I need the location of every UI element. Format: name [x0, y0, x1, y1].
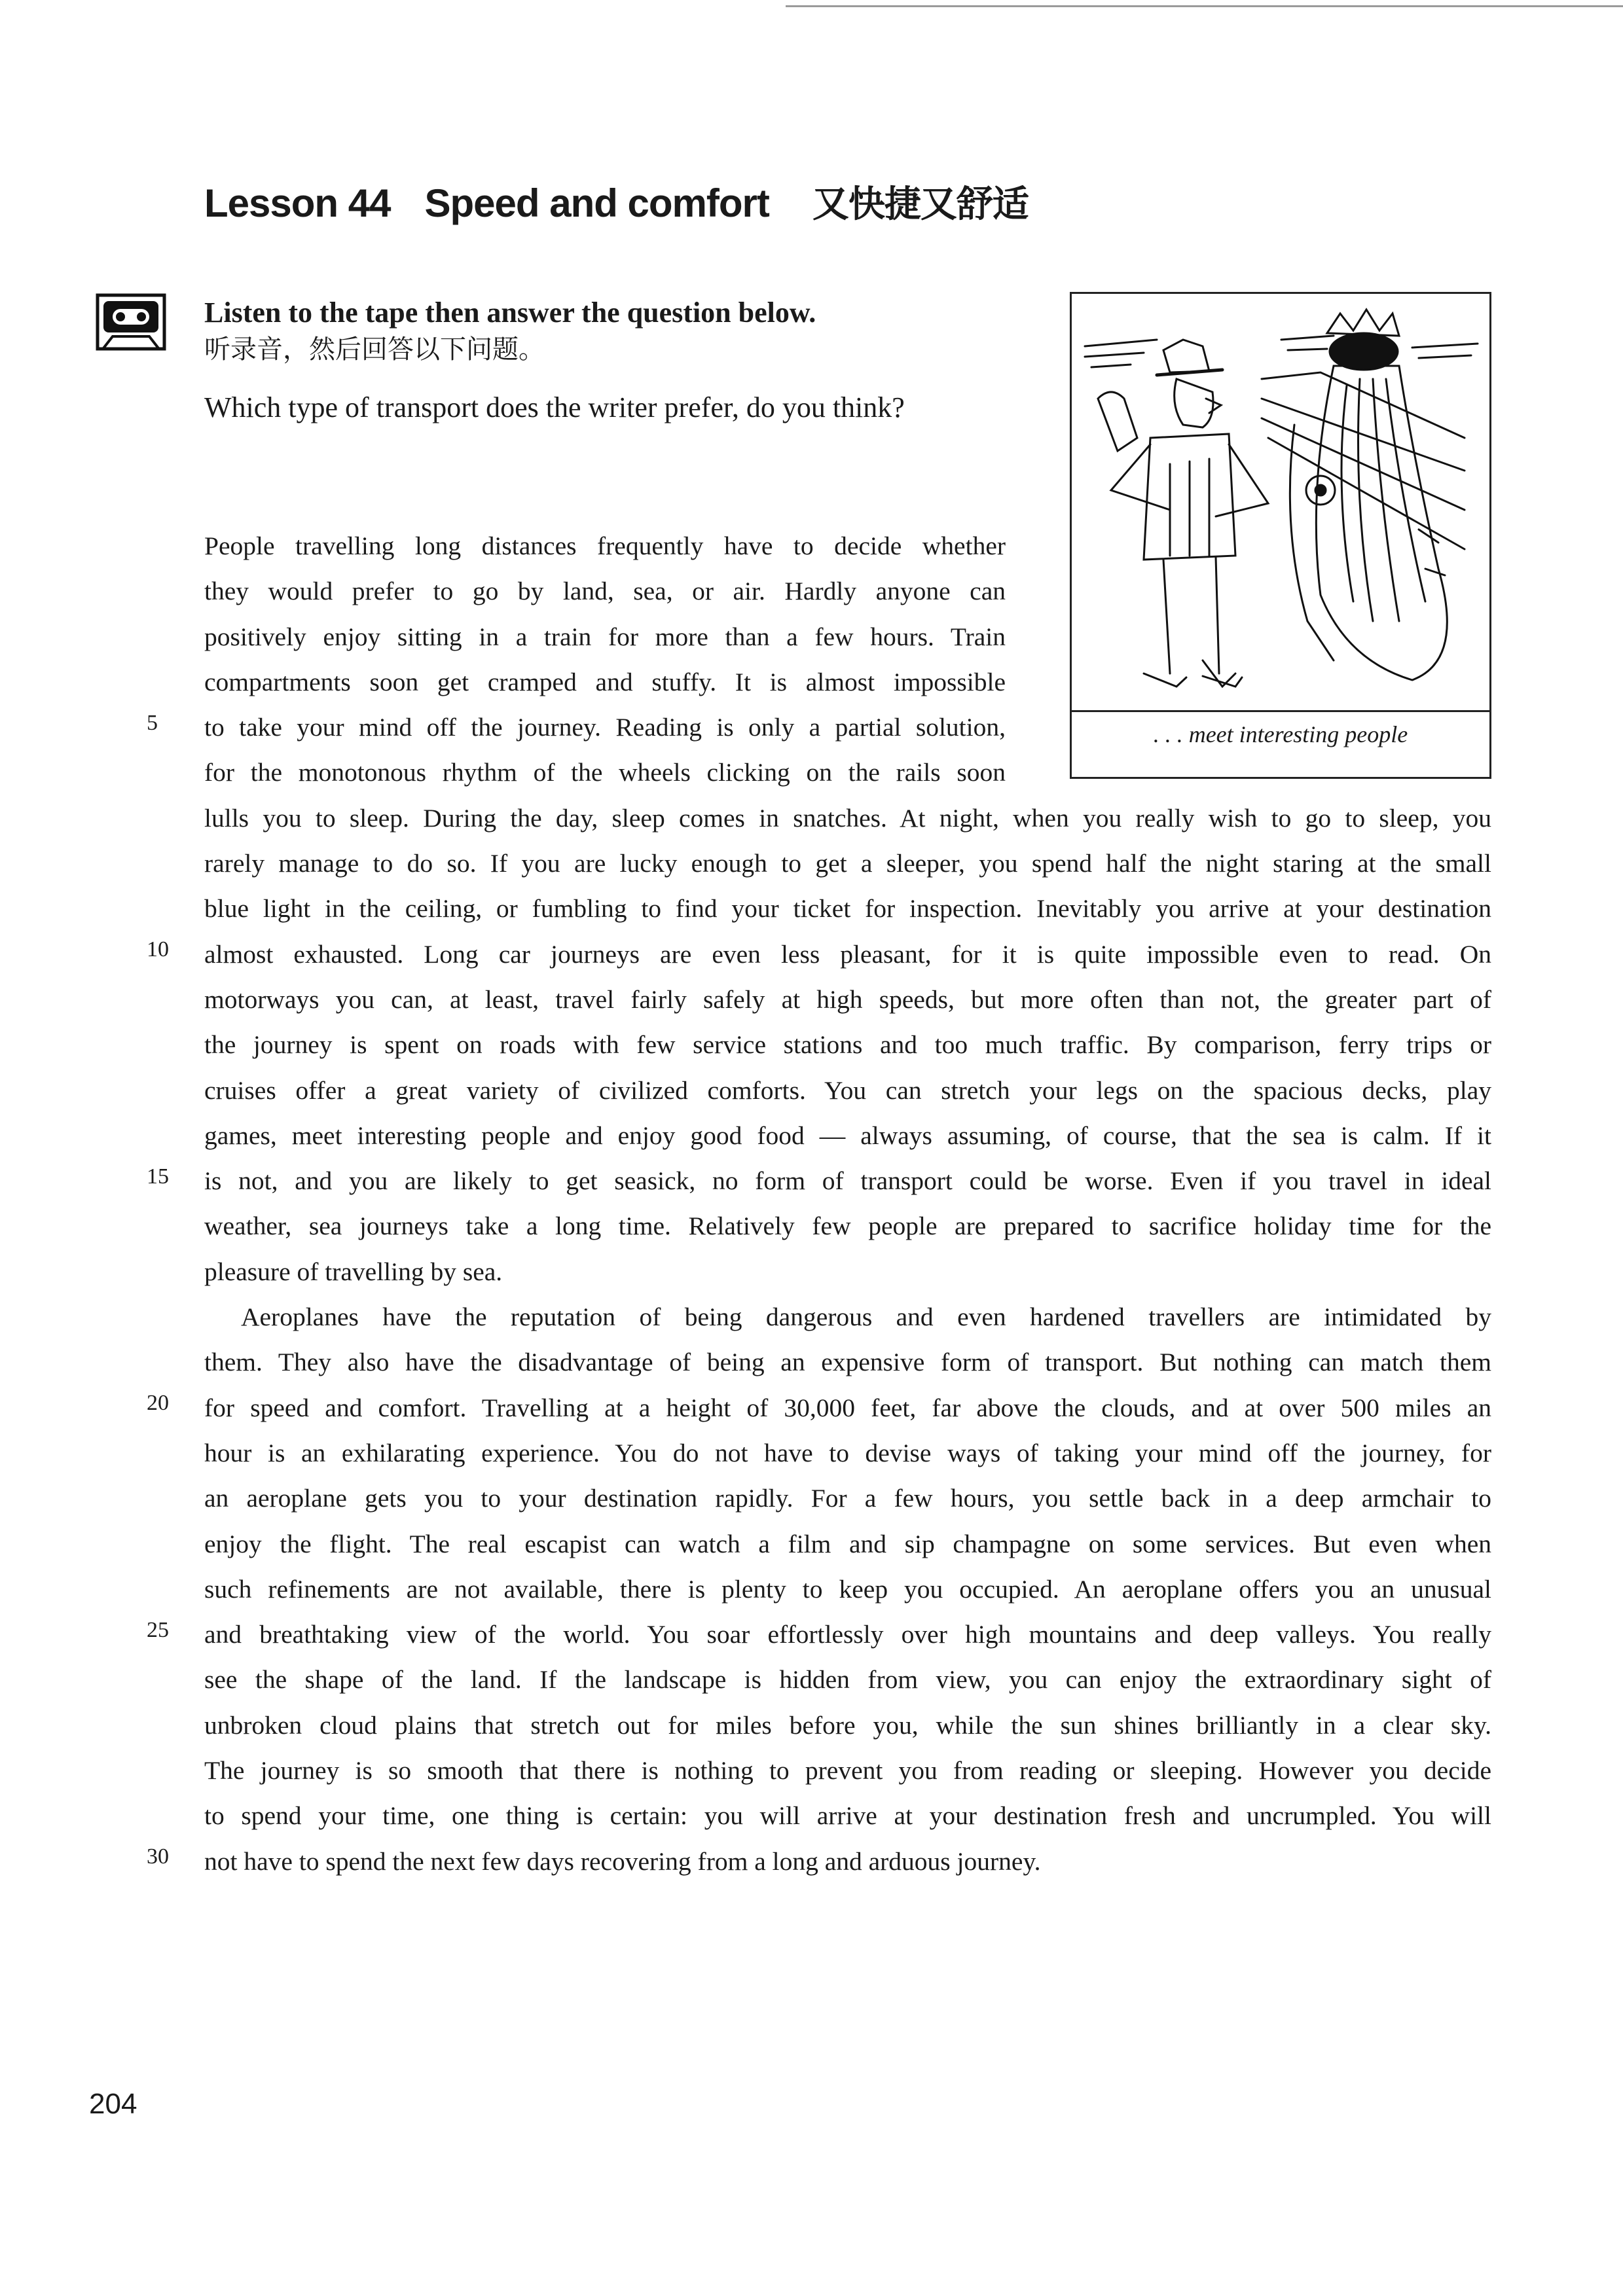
- line-number: 5: [147, 711, 158, 735]
- lesson-title-en: Speed and comfort: [424, 181, 769, 225]
- lesson-title-zh: 又快捷又舒适: [812, 183, 1029, 226]
- passage-line: for speed and comfort. Travelling at a height of 30,000 feet, far above the clouds, and at over 500 miles an: [204, 1393, 1491, 1422]
- top-rule: [786, 5, 1623, 7]
- passage-line: they would prefer to go by land, sea, or air. Hardly anyone can: [204, 577, 1006, 606]
- passage-line: the journey is spent on roads with few service stations and too much traffic. By comparison, ferry trips or: [204, 1030, 1491, 1060]
- cassette-tape-icon: [96, 293, 166, 351]
- passage-line: People travelling long distances frequently have to decide whether: [204, 531, 1006, 560]
- instruction-block: [204, 296, 816, 367]
- passage-line: for the monotonous rhythm of the wheels clicking on the rails soon: [204, 758, 1006, 787]
- passage-line: enjoy the flight. The real escapist can watch a film and sip champagne on some services. But even when: [204, 1529, 1491, 1558]
- passage-line: rarely manage to do so. If you are lucky enough to get a sleeper, you spend half the night staring at the small: [204, 849, 1491, 878]
- passage-line: weather, sea journeys take a long time. Relatively few people are prepared to sacrifice holiday time for the: [204, 1211, 1491, 1241]
- passage-line: such refinements are not available, there is plenty to keep you occupied. An aeroplane offers you an unusual: [204, 1574, 1491, 1604]
- line-number: 10: [147, 937, 169, 961]
- passage-line: games, meet interesting people and enjoy good food — always assuming, of course, that the sea is calm. If it: [204, 1121, 1491, 1150]
- passage-line: unbroken cloud plains that stretch out for miles before you, while the sun shines brilliantly in a clear sky.: [204, 1710, 1491, 1740]
- passage-line: them. They also have the disadvantage of being an expensive form of transport. But nothing can match them: [204, 1348, 1491, 1377]
- line-number: 15: [147, 1164, 169, 1189]
- passage-line: to spend your time, one thing is certain: you will arrive at your destination fresh and uncrumpled. You will: [204, 1801, 1491, 1831]
- passage-line: see the shape of the land. If the landscape is hidden from view, you can enjoy the extraordinary sight of: [204, 1665, 1491, 1695]
- passage-line: and breathtaking view of the world. You soar effortlessly over high mountains and deep valleys. You really: [204, 1620, 1491, 1649]
- passage-line: almost exhausted. Long car journeys are even less pleasant, for it is quite impossible even to read. On: [204, 939, 1491, 969]
- line-number: 20: [147, 1391, 169, 1415]
- passage-line: blue light in the ceiling, or fumbling to find your ticket for inspection. Inevitably you arrive at your destination: [204, 894, 1491, 924]
- passage-line: motorways you can, at least, travel fairly safely at high speeds, but more often than not, the greater part of: [204, 984, 1491, 1014]
- instruction-zh: 听录音，然后回答以下问题。: [204, 334, 545, 365]
- passage: [204, 524, 1491, 1884]
- passage-line: lulls you to sleep. During the day, sleep comes in snatches. At night, when you really wish to go to sleep, you: [204, 803, 1491, 833]
- line-number: 25: [147, 1618, 169, 1642]
- passage-line: compartments soon get cramped and stuffy. It is almost impossible: [204, 667, 1006, 696]
- page-number: 204: [89, 2088, 137, 2120]
- passage-line: not have to spend the next few days recovering from a long and arduous journey.: [204, 1846, 1041, 1876]
- question-text: Which type of transport does the writer prefer, do you think?: [204, 391, 905, 423]
- lesson-number: Lesson 44: [204, 181, 391, 225]
- line-number: 30: [147, 1844, 169, 1869]
- passage-line: hour is an exhilarating experience. You do not have to devise ways of taking your mind off the journey, for: [204, 1438, 1491, 1467]
- passage-line: The journey is so smooth that there is nothing to prevent you from reading or sleeping. However you decide: [204, 1756, 1491, 1785]
- passage-line: Aeroplanes have the reputation of being dangerous and even hardened travellers are intimidated by: [241, 1302, 1491, 1332]
- passage-line: pleasure of travelling by sea.: [204, 1257, 503, 1286]
- passage-line: positively enjoy sitting in a train for more than a few hours. Train: [204, 622, 1006, 651]
- passage-line: an aeroplane gets you to your destination rapidly. For a few hours, you settle back in a deep armchair to: [204, 1484, 1491, 1513]
- figure-caption: . . . meet interesting people: [1153, 721, 1408, 747]
- instruction-en: Listen to the tape then answer the question below.: [204, 296, 816, 329]
- lesson-title: [204, 175, 1029, 228]
- passage-line: to take your mind off the journey. Reading is only a partial solution,: [204, 713, 1006, 742]
- passage-line: is not, and you are likely to get seasick, no form of transport could be worse. Even if you travel in ideal: [204, 1166, 1491, 1196]
- passage-line: cruises offer a great variety of civilized comforts. You can stretch your legs on the spacious decks, play: [204, 1075, 1491, 1105]
